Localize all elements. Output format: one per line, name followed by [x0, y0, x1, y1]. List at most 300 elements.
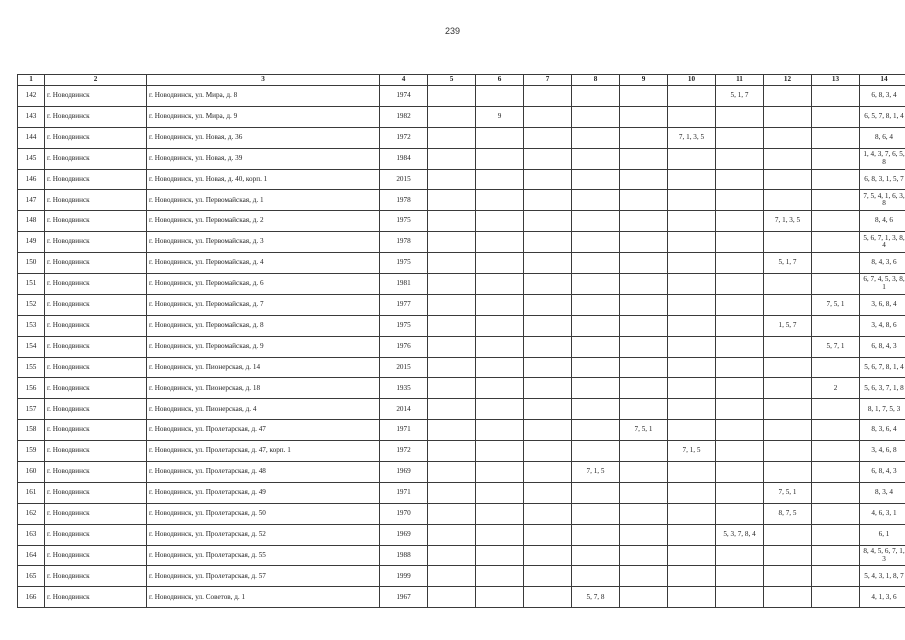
row-number-cell: 165 [18, 566, 45, 587]
col-9-cell [620, 253, 668, 274]
col-8-cell: 5, 7, 8 [572, 587, 620, 608]
col-5-cell [428, 336, 476, 357]
year-cell: 1978 [380, 232, 428, 253]
col-11-cell [716, 294, 764, 315]
col-6-cell [476, 503, 524, 524]
col-8-cell [572, 232, 620, 253]
col-6-cell [476, 357, 524, 378]
city-cell: г. Новодвинск [45, 441, 147, 462]
col-10-cell [668, 587, 716, 608]
row-number-cell: 144 [18, 127, 45, 148]
city-cell: г. Новодвинск [45, 211, 147, 232]
address-cell: г. Новодвинск, ул. Мира, д. 8 [147, 86, 380, 107]
col-8-cell [572, 86, 620, 107]
col-10-cell [668, 399, 716, 420]
table-row [18, 378, 905, 399]
row-number-cell: 156 [18, 378, 45, 399]
table-row [18, 169, 905, 190]
col-11-cell [716, 127, 764, 148]
city-cell: г. Новодвинск [45, 86, 147, 107]
address-cell: г. Новодвинск, ул. Первомайская, д. 7 [147, 294, 380, 315]
col-12-cell [764, 566, 812, 587]
address-cell: г. Новодвинск, ул. Первомайская, д. 8 [147, 315, 380, 336]
city-cell: г. Новодвинск [45, 378, 147, 399]
col-7-cell [524, 336, 572, 357]
col-7-cell [524, 211, 572, 232]
col-10-cell [668, 169, 716, 190]
column-header: 8 [572, 75, 620, 86]
table-row [18, 357, 905, 378]
table-row [18, 127, 905, 148]
table-row [18, 441, 905, 462]
address-cell: г. Новодвинск, ул. Первомайская, д. 2 [147, 211, 380, 232]
city-cell: г. Новодвинск [45, 232, 147, 253]
col-7-cell [524, 127, 572, 148]
col-12-cell [764, 106, 812, 127]
col-5-cell [428, 274, 476, 295]
col-6-cell [476, 169, 524, 190]
col-8-cell [572, 441, 620, 462]
col-8-cell [572, 378, 620, 399]
col-10-cell [668, 106, 716, 127]
column-header: 4 [380, 75, 428, 86]
row-number-cell: 145 [18, 148, 45, 169]
row-number-cell: 151 [18, 274, 45, 295]
col-6-cell [476, 86, 524, 107]
col-6-cell [476, 274, 524, 295]
address-cell: г. Новодвинск, ул. Пролетарская, д. 49 [147, 482, 380, 503]
col-5-cell [428, 211, 476, 232]
city-cell: г. Новодвинск [45, 274, 147, 295]
col-11-cell [716, 420, 764, 441]
col-14-cell: 6, 7, 4, 5, 3, 8, 1 [860, 274, 905, 295]
col-6-cell [476, 462, 524, 483]
col-8-cell [572, 503, 620, 524]
col-12-cell: 8, 7, 5 [764, 503, 812, 524]
col-14-cell: 6, 8, 4, 3 [860, 336, 905, 357]
col-12-cell [764, 127, 812, 148]
col-10-cell [668, 232, 716, 253]
col-13-cell [812, 545, 860, 566]
address-cell: г. Новодвинск, ул. Мира, д. 9 [147, 106, 380, 127]
column-header: 13 [812, 75, 860, 86]
col-11-cell [716, 106, 764, 127]
table-row [18, 566, 905, 587]
table-body [18, 86, 905, 608]
col-12-cell: 5, 1, 7 [764, 253, 812, 274]
column-header: 12 [764, 75, 812, 86]
col-5-cell [428, 86, 476, 107]
address-cell: г. Новодвинск, ул. Первомайская, д. 6 [147, 274, 380, 295]
col-13-cell: 5, 7, 1 [812, 336, 860, 357]
city-cell: г. Новодвинск [45, 315, 147, 336]
col-13-cell [812, 503, 860, 524]
col-6-cell [476, 253, 524, 274]
col-13-cell [812, 127, 860, 148]
col-9-cell [620, 106, 668, 127]
col-5-cell [428, 357, 476, 378]
col-7-cell [524, 148, 572, 169]
col-8-cell [572, 399, 620, 420]
col-5-cell [428, 148, 476, 169]
housing-table [17, 74, 905, 608]
year-cell: 1971 [380, 420, 428, 441]
table-row [18, 274, 905, 295]
col-9-cell [620, 357, 668, 378]
city-cell: г. Новодвинск [45, 524, 147, 545]
year-cell: 1935 [380, 378, 428, 399]
col-14-cell: 6, 8, 3, 1, 5, 7 [860, 169, 905, 190]
row-number-cell: 160 [18, 462, 45, 483]
address-cell: г. Новодвинск, ул. Пролетарская, д. 57 [147, 566, 380, 587]
row-number-cell: 157 [18, 399, 45, 420]
col-13-cell [812, 148, 860, 169]
table-row [18, 190, 905, 211]
col-7-cell [524, 253, 572, 274]
col-11-cell [716, 274, 764, 295]
col-8-cell [572, 482, 620, 503]
col-8-cell [572, 148, 620, 169]
col-12-cell [764, 587, 812, 608]
col-9-cell: 7, 5, 1 [620, 420, 668, 441]
col-11-cell [716, 441, 764, 462]
year-cell: 1977 [380, 294, 428, 315]
col-12-cell [764, 524, 812, 545]
year-cell: 1975 [380, 253, 428, 274]
year-cell: 2015 [380, 357, 428, 378]
year-cell: 1999 [380, 566, 428, 587]
col-9-cell [620, 566, 668, 587]
col-14-cell: 7, 5, 4, 1, 6, 3, 8 [860, 190, 905, 211]
col-6-cell [476, 399, 524, 420]
col-6-cell [476, 148, 524, 169]
col-8-cell [572, 106, 620, 127]
col-9-cell [620, 441, 668, 462]
row-number-cell: 163 [18, 524, 45, 545]
col-14-cell: 8, 3, 6, 4 [860, 420, 905, 441]
col-13-cell [812, 441, 860, 462]
col-7-cell [524, 294, 572, 315]
col-12-cell [764, 441, 812, 462]
table-row [18, 420, 905, 441]
col-14-cell: 5, 4, 3, 1, 8, 7 [860, 566, 905, 587]
col-8-cell [572, 336, 620, 357]
city-cell: г. Новодвинск [45, 420, 147, 441]
col-7-cell [524, 357, 572, 378]
col-14-cell: 6, 1 [860, 524, 905, 545]
col-11-cell [716, 545, 764, 566]
col-14-cell: 4, 1, 3, 6 [860, 587, 905, 608]
col-6-cell [476, 587, 524, 608]
col-7-cell [524, 274, 572, 295]
col-7-cell [524, 232, 572, 253]
col-13-cell [812, 462, 860, 483]
table-row [18, 587, 905, 608]
col-5-cell [428, 190, 476, 211]
col-5-cell [428, 524, 476, 545]
row-number-cell: 161 [18, 482, 45, 503]
col-7-cell [524, 169, 572, 190]
col-13-cell [812, 587, 860, 608]
col-8-cell [572, 211, 620, 232]
col-9-cell [620, 315, 668, 336]
col-13-cell: 7, 5, 1 [812, 294, 860, 315]
address-cell: г. Новодвинск, ул. Пионерская, д. 18 [147, 378, 380, 399]
col-13-cell [812, 253, 860, 274]
row-number-cell: 148 [18, 211, 45, 232]
col-11-cell: 5, 1, 7 [716, 86, 764, 107]
col-14-cell: 3, 6, 8, 4 [860, 294, 905, 315]
col-11-cell [716, 482, 764, 503]
col-6-cell [476, 232, 524, 253]
table-row [18, 232, 905, 253]
col-5-cell [428, 294, 476, 315]
col-7-cell [524, 566, 572, 587]
year-cell: 1967 [380, 587, 428, 608]
row-number-cell: 149 [18, 232, 45, 253]
col-11-cell [716, 566, 764, 587]
col-14-cell: 8, 4, 3, 6 [860, 253, 905, 274]
col-10-cell: 7, 1, 3, 5 [668, 127, 716, 148]
column-header: 14 [860, 75, 905, 86]
col-6-cell [476, 566, 524, 587]
city-cell: г. Новодвинск [45, 169, 147, 190]
col-12-cell [764, 399, 812, 420]
col-10-cell [668, 190, 716, 211]
col-6-cell [476, 420, 524, 441]
year-cell: 1981 [380, 274, 428, 295]
col-9-cell [620, 86, 668, 107]
address-cell: г. Новодвинск, ул. Первомайская, д. 9 [147, 336, 380, 357]
table-row [18, 253, 905, 274]
col-14-cell: 5, 6, 7, 1, 3, 8, 4 [860, 232, 905, 253]
city-cell: г. Новодвинск [45, 253, 147, 274]
col-7-cell [524, 441, 572, 462]
table-row [18, 399, 905, 420]
city-cell: г. Новодвинск [45, 127, 147, 148]
address-cell: г. Новодвинск, ул. Новая, д. 39 [147, 148, 380, 169]
table-row [18, 148, 905, 169]
table-row [18, 524, 905, 545]
col-10-cell [668, 503, 716, 524]
address-cell: г. Новодвинск, ул. Новая, д. 40, корп. 1 [147, 169, 380, 190]
col-11-cell [716, 190, 764, 211]
col-7-cell [524, 106, 572, 127]
year-cell: 1984 [380, 148, 428, 169]
col-10-cell [668, 524, 716, 545]
address-cell: г. Новодвинск, ул. Пролетарская, д. 47, корп. 1 [147, 441, 380, 462]
row-number-cell: 152 [18, 294, 45, 315]
col-9-cell [620, 190, 668, 211]
col-12-cell: 1, 5, 7 [764, 315, 812, 336]
col-5-cell [428, 462, 476, 483]
year-cell: 1969 [380, 462, 428, 483]
row-number-cell: 146 [18, 169, 45, 190]
col-13-cell [812, 315, 860, 336]
address-cell: г. Новодвинск, ул. Пролетарская, д. 50 [147, 503, 380, 524]
col-9-cell [620, 378, 668, 399]
col-6-cell [476, 545, 524, 566]
col-14-cell: 8, 3, 4 [860, 482, 905, 503]
table-row [18, 462, 905, 483]
address-cell: г. Новодвинск, ул. Советов, д. 1 [147, 587, 380, 608]
col-10-cell [668, 211, 716, 232]
col-13-cell [812, 420, 860, 441]
year-cell: 1975 [380, 315, 428, 336]
col-9-cell [620, 211, 668, 232]
col-8-cell [572, 315, 620, 336]
row-number-cell: 162 [18, 503, 45, 524]
col-14-cell: 3, 4, 8, 6 [860, 315, 905, 336]
col-9-cell [620, 587, 668, 608]
col-11-cell [716, 211, 764, 232]
year-cell: 1971 [380, 482, 428, 503]
col-10-cell [668, 336, 716, 357]
col-13-cell [812, 106, 860, 127]
col-5-cell [428, 441, 476, 462]
city-cell: г. Новодвинск [45, 106, 147, 127]
col-11-cell [716, 378, 764, 399]
col-11-cell [716, 253, 764, 274]
col-12-cell [764, 294, 812, 315]
col-7-cell [524, 420, 572, 441]
col-11-cell [716, 462, 764, 483]
col-5-cell [428, 106, 476, 127]
col-14-cell: 3, 4, 6, 8 [860, 441, 905, 462]
col-6-cell [476, 441, 524, 462]
col-8-cell [572, 274, 620, 295]
col-7-cell [524, 482, 572, 503]
col-10-cell [668, 545, 716, 566]
col-6-cell [476, 524, 524, 545]
col-12-cell [764, 190, 812, 211]
year-cell: 1974 [380, 86, 428, 107]
col-10-cell [668, 378, 716, 399]
city-cell: г. Новодвинск [45, 462, 147, 483]
column-header: 6 [476, 75, 524, 86]
col-5-cell [428, 399, 476, 420]
col-8-cell [572, 420, 620, 441]
col-6-cell [476, 336, 524, 357]
year-cell: 1978 [380, 190, 428, 211]
col-5-cell [428, 503, 476, 524]
col-12-cell [764, 274, 812, 295]
col-14-cell: 1, 4, 3, 7, 6, 5, 8 [860, 148, 905, 169]
col-9-cell [620, 503, 668, 524]
col-10-cell [668, 274, 716, 295]
table-row [18, 315, 905, 336]
col-12-cell: 7, 1, 3, 5 [764, 211, 812, 232]
col-10-cell [668, 315, 716, 336]
col-6-cell [476, 294, 524, 315]
row-number-cell: 158 [18, 420, 45, 441]
year-cell: 1972 [380, 127, 428, 148]
col-8-cell: 7, 1, 5 [572, 462, 620, 483]
row-number-cell: 147 [18, 190, 45, 211]
col-9-cell [620, 232, 668, 253]
col-7-cell [524, 399, 572, 420]
col-9-cell [620, 169, 668, 190]
row-number-cell: 159 [18, 441, 45, 462]
page-number: 239 [444, 26, 461, 36]
col-5-cell [428, 232, 476, 253]
col-8-cell [572, 127, 620, 148]
table-row [18, 336, 905, 357]
col-9-cell [620, 127, 668, 148]
header-row [18, 75, 905, 86]
col-14-cell: 8, 6, 4 [860, 127, 905, 148]
column-header: 11 [716, 75, 764, 86]
col-9-cell [620, 148, 668, 169]
col-9-cell [620, 294, 668, 315]
col-14-cell: 4, 6, 3, 1 [860, 503, 905, 524]
col-12-cell [764, 378, 812, 399]
col-14-cell: 6, 5, 7, 8, 1, 4 [860, 106, 905, 127]
address-cell: г. Новодвинск, ул. Пролетарская, д. 52 [147, 524, 380, 545]
address-cell: г. Новодвинск, ул. Пионерская, д. 4 [147, 399, 380, 420]
table-row [18, 86, 905, 107]
city-cell: г. Новодвинск [45, 566, 147, 587]
col-9-cell [620, 545, 668, 566]
col-10-cell [668, 566, 716, 587]
table-row [18, 211, 905, 232]
col-9-cell [620, 399, 668, 420]
col-12-cell [764, 420, 812, 441]
table-row [18, 294, 905, 315]
city-cell: г. Новодвинск [45, 148, 147, 169]
col-7-cell [524, 587, 572, 608]
col-5-cell [428, 169, 476, 190]
col-6-cell: 9 [476, 106, 524, 127]
year-cell: 1975 [380, 211, 428, 232]
col-7-cell [524, 86, 572, 107]
col-13-cell [812, 566, 860, 587]
col-14-cell: 5, 6, 7, 8, 1, 4 [860, 357, 905, 378]
col-13-cell [812, 399, 860, 420]
col-13-cell [812, 524, 860, 545]
column-header: 5 [428, 75, 476, 86]
col-10-cell [668, 294, 716, 315]
city-cell: г. Новодвинск [45, 503, 147, 524]
col-13-cell [812, 482, 860, 503]
table-header [18, 75, 905, 86]
year-cell: 1970 [380, 503, 428, 524]
col-10-cell [668, 462, 716, 483]
address-cell: г. Новодвинск, ул. Новая, д. 36 [147, 127, 380, 148]
col-10-cell [668, 86, 716, 107]
col-10-cell [668, 482, 716, 503]
address-cell: г. Новодвинск, ул. Пролетарская, д. 47 [147, 420, 380, 441]
col-14-cell: 5, 6, 3, 7, 1, 8 [860, 378, 905, 399]
row-number-cell: 154 [18, 336, 45, 357]
address-cell: г. Новодвинск, ул. Пролетарская, д. 48 [147, 462, 380, 483]
col-9-cell [620, 462, 668, 483]
col-8-cell [572, 545, 620, 566]
col-8-cell [572, 253, 620, 274]
row-number-cell: 150 [18, 253, 45, 274]
row-number-cell: 143 [18, 106, 45, 127]
col-11-cell: 5, 3, 7, 8, 4 [716, 524, 764, 545]
col-11-cell [716, 587, 764, 608]
col-11-cell [716, 357, 764, 378]
col-5-cell [428, 566, 476, 587]
city-cell: г. Новодвинск [45, 357, 147, 378]
col-11-cell [716, 232, 764, 253]
column-header: 7 [524, 75, 572, 86]
col-11-cell [716, 336, 764, 357]
col-12-cell [764, 545, 812, 566]
col-5-cell [428, 482, 476, 503]
